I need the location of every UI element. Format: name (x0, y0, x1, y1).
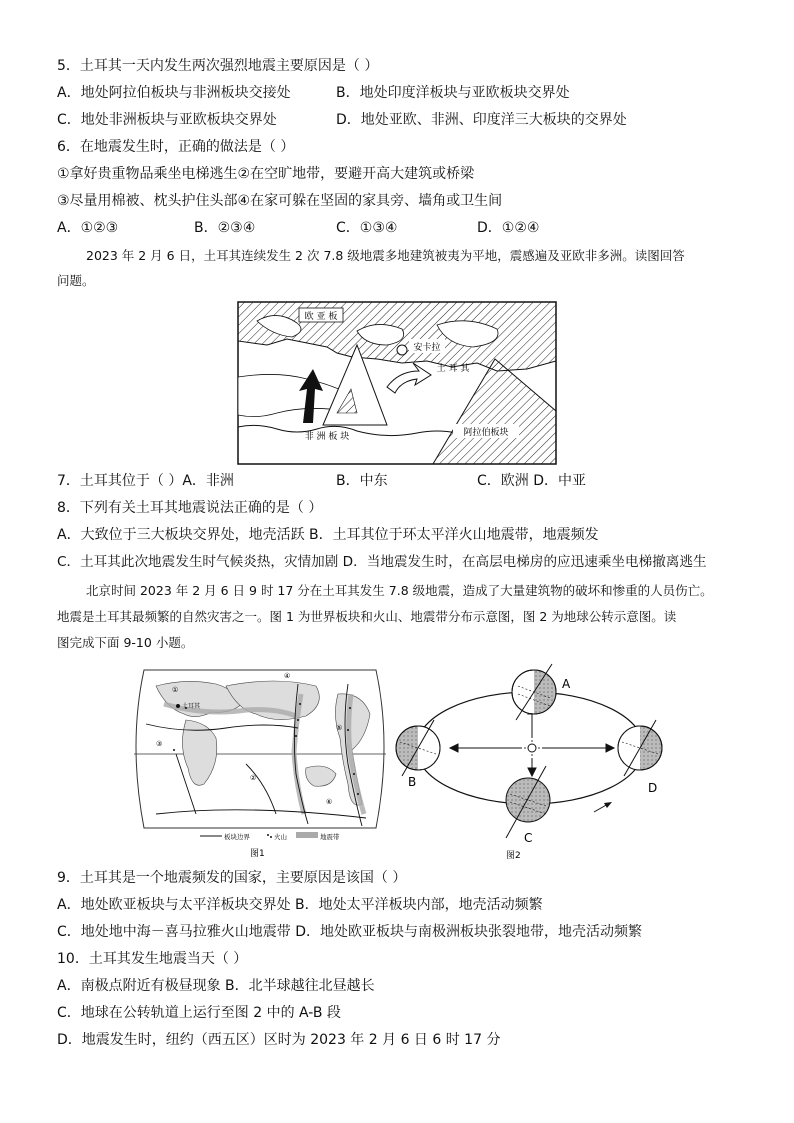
q5-option-a: A．地处阿拉伯板块与非洲板块交接处 (57, 85, 291, 101)
q5-stem: 5．土耳其一天内发生两次强烈地震主要原因是（ ） (57, 58, 379, 74)
q10-option-c: C．地球在公转轨道上运行至图 2 中的 A-B 段 (57, 1005, 341, 1021)
svg-text:C: C (524, 831, 533, 845)
earth-position-c (506, 766, 550, 845)
q10-option-d: D．地震发生时，纽约（西五区）区时为 2023 年 2 月 6 日 6 时 17 分 (57, 1032, 501, 1048)
intro1-line2: 问题。 (57, 273, 95, 288)
plate-number-6: ⑥ (326, 798, 333, 806)
world-plate-map (126, 664, 394, 860)
q6-option-d: D．①②④ (477, 220, 540, 236)
intro2-line3: 图完成下面 9-10 小题。 (57, 635, 194, 650)
plate-number-4: ④ (284, 672, 291, 680)
q10-stem: 10．土耳其发生地震当天（ ） (57, 951, 248, 967)
plate-number-2: ② (250, 774, 257, 782)
legend-volcano: 火山 (274, 833, 287, 841)
svg-text:B: B (408, 775, 417, 789)
plate-number-5: ⑤ (336, 724, 343, 732)
q9-stem: 9．土耳其是一个地震频发的国家，主要原因是该国（ ） (57, 870, 407, 886)
label-ankara: 安卡拉 (413, 343, 441, 353)
label-african-plate: 非 洲 板 块 (304, 432, 350, 442)
legend-seismic-belt: 地震带 (320, 833, 340, 841)
earth-position-b (396, 720, 440, 789)
q6-stem: 6．在地震发生时，正确的做法是（ ） (57, 139, 295, 155)
q7-option-b: B．中东 (336, 473, 388, 489)
intro1-line1: 2023 年 2 月 6 日，土耳其连续发生 2 次 7.8 级地震多地建筑被夷为平地，震感遍及亚欧非多洲。读图回答 (86, 248, 685, 263)
q6-option-b: B．②③④ (194, 220, 256, 236)
label-eurasian-plate: 欧 亚 板 (304, 312, 338, 322)
figure1-caption: 图1 (250, 849, 265, 859)
q7-stem: 7．土耳其位于（ ）A．非洲 (57, 473, 234, 489)
q6-option-c: C．①③④ (336, 220, 398, 236)
q9-options-ab: A．地处欧亚板块与太平洋板块交界处 B．地处太平洋板块内部，地壳活动频繁 (57, 897, 543, 913)
q6-statements-2: ③尽量用棉被、枕头护住头部④在家可躲在坚固的家具旁、墙角或卫生间 (57, 193, 503, 209)
figure2-caption: 图2 (506, 851, 521, 861)
earth-orbit-diagram (394, 662, 672, 862)
earth-position-d (618, 720, 662, 795)
q8-stem: 8．下列有关土耳其地震说法正确的是（ ） (57, 500, 323, 516)
label-turkey-fig1: 土耳其 (182, 703, 201, 710)
intro2-line2: 地震是土耳其最频繁的自然灾害之一。图 1 为世界板块和火山、地震带分布示意图，图 2 为地球公转示意图。读 (57, 609, 677, 624)
q6-option-a: A．①②③ (57, 220, 119, 236)
label-arabian-plate: 阿拉伯板块 (463, 428, 509, 438)
q9-options-cd: C．地处地中海－喜马拉雅火山地震带 D．地处欧亚板块与南极洲板块张裂地带，地壳活动频繁 (57, 924, 643, 940)
q7-option-cd: C．欧洲 D．中亚 (477, 473, 587, 489)
q8-options-cd: C．土耳其此次地震发生时气候炎热，灾情加剧 D．当地震发生时，在高层电梯房的应迅速乘坐电梯撤离逃生 (57, 554, 707, 570)
q6-statements-1: ①拿好贵重物品乘坐电梯逃生②在空旷地带，要避开高大建筑或桥梁 (57, 166, 475, 182)
label-turkey: 土 耳 其 (436, 364, 470, 374)
q5-option-b: B．地处印度洋板块与亚欧板块交界处 (336, 85, 570, 101)
q5-option-d: D．地处亚欧、非洲、印度洋三大板块的交界处 (336, 112, 627, 128)
svg-text:D: D (648, 781, 658, 795)
intro2-line1: 北京时间 2023 年 2 月 6 日 9 时 17 分在土耳其发生 7.8 级地震，造成了大量建筑物的破坏和惨重的人员伤亡。 (86, 583, 713, 598)
q10-options-ab: A．南极点附近有极昼现象 B．北半球越往北昼越长 (57, 978, 375, 994)
turkey-plate-map (237, 301, 557, 465)
q8-options-ab: A．大致位于三大板块交界处，地壳活跃 B．土耳其位于环太平洋火山地震带，地震频发 (57, 527, 599, 543)
earth-position-a (512, 664, 571, 720)
plate-number-3: ③ (156, 740, 163, 748)
legend-plate-boundary: 板块边界 (224, 833, 250, 841)
plate-number-1: ① (172, 686, 179, 694)
q5-option-c: C．地处非洲板块与亚欧板块交界处 (57, 112, 277, 128)
svg-text:A: A (562, 677, 571, 691)
